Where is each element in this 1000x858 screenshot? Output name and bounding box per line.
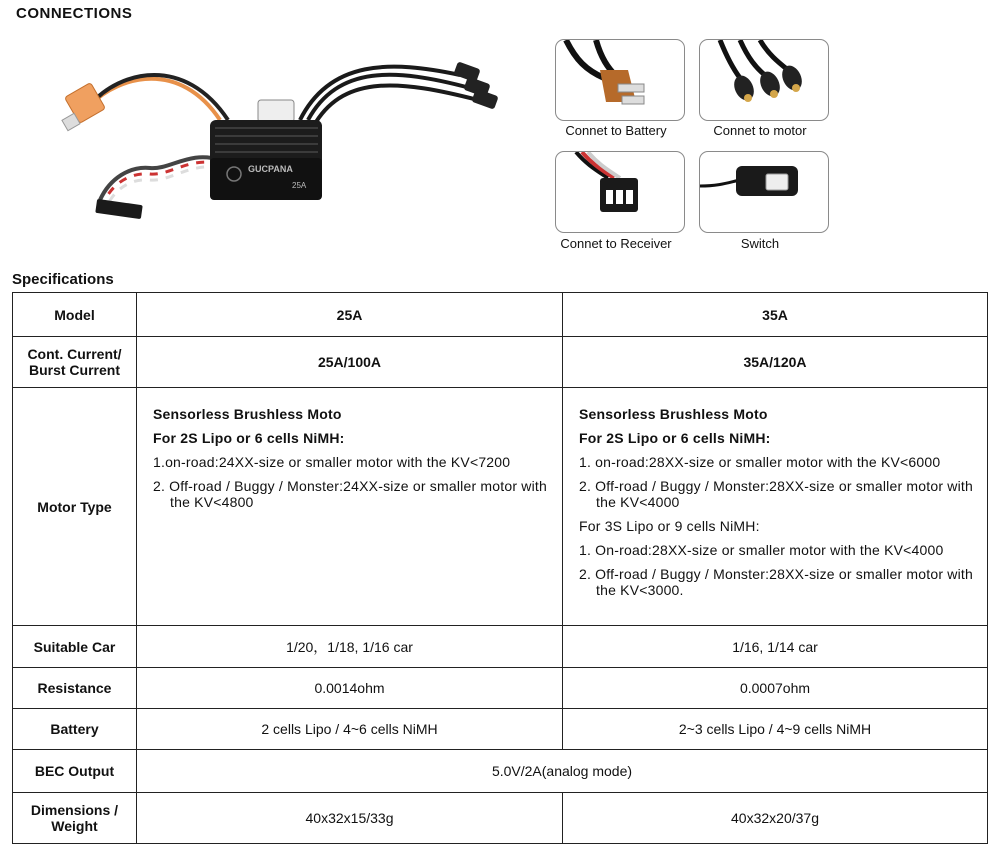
row-label-bec-output: BEC Output — [13, 750, 137, 793]
battery-35a: 2~3 cells Lipo / 4~9 cells NiMH — [563, 709, 988, 750]
thumb-caption-receiver: Connet to Receiver — [560, 236, 672, 251]
table-row-dimensions — [13, 793, 988, 844]
row-label-resistance: Resistance — [13, 668, 137, 709]
motor-connector-thumb — [699, 39, 829, 121]
bec-output-value: 5.0V/2A(analog mode) — [137, 750, 988, 793]
current-35a: 35A/120A — [563, 337, 988, 388]
row-label-motor-type: Motor Type — [13, 388, 137, 626]
receiver-connector-thumb — [555, 151, 685, 233]
dimensions-35a: 40x32x20/37g — [563, 793, 988, 844]
table-row-model — [13, 293, 988, 337]
specifications-heading: Specifications — [12, 271, 114, 288]
table-row-bec-output — [13, 750, 988, 793]
esc-rating-label: 25A — [292, 181, 307, 190]
power-switch-icon — [700, 152, 828, 232]
motor-bullet-connector-icon — [700, 40, 828, 120]
receiver-plug-icon — [556, 152, 684, 232]
battery-connector-icon — [556, 40, 684, 120]
dimensions-25a: 40x32x15/33g — [137, 793, 563, 844]
row-label-model: Model — [13, 293, 137, 337]
row-label-battery: Battery — [13, 709, 137, 750]
resistance-25a: 0.0014ohm — [137, 668, 563, 709]
table-row-battery — [13, 709, 988, 750]
motor-type-25a: Sensorless Brushless Moto For 2S Lipo or 6 cells NiMH: 1.on-road:24XX-size or smaller motor with the KV<7200 2. Off-road / Buggy / Monster:24XX-size or smaller motor with the KV<4800 — [137, 388, 563, 626]
row-label-dimensions: Dimensions / Weight — [13, 793, 137, 844]
suitable-car-35a: 1/16, 1/14 car — [563, 626, 988, 668]
battery-connector-thumb — [555, 39, 685, 121]
model-35a-header: 35A — [563, 293, 988, 337]
current-25a: 25A/100A — [137, 337, 563, 388]
thumb-caption-motor: Connet to motor — [713, 123, 807, 138]
table-row-suitable-car — [13, 626, 988, 668]
thumb-caption-switch: Switch — [740, 236, 780, 251]
row-label-current: Cont. Current/ Burst Current — [13, 337, 137, 388]
motor-type-35a: Sensorless Brushless Moto For 2S Lipo or 6 cells NiMH: 1. on-road:28XX-size or smaller motor with the KV<6000 2. Off-road / Buggy / Monster:28XX-size or smaller motor with the KV<4000 For 3S Lipo or 9 cells NiMH: 1. On-road:28XX-size or smaller motor with the KV<4000 2. Off-road / Buggy / Monster:28XX-size or smaller motor with the KV<3000. — [563, 388, 988, 626]
row-label-suitable-car: Suitable Car — [13, 626, 137, 668]
connections-heading: CONNECTIONS — [16, 5, 133, 22]
suitable-car-25a: 1/20，1/18, 1/16 car — [137, 626, 563, 668]
thumb-caption-battery: Connet to Battery — [565, 123, 667, 138]
table-row-resistance — [13, 668, 988, 709]
resistance-35a: 0.0007ohm — [563, 668, 988, 709]
table-row-motor-type — [13, 388, 988, 626]
battery-25a: 2 cells Lipo / 4~6 cells NiMH — [137, 709, 563, 750]
model-25a-header: 25A — [137, 293, 563, 337]
esc-product-image — [60, 50, 510, 240]
esc-brand-label: GUCPANA — [248, 164, 293, 174]
switch-thumb — [699, 151, 829, 233]
table-row-current — [13, 337, 988, 388]
specifications-table — [12, 292, 988, 844]
